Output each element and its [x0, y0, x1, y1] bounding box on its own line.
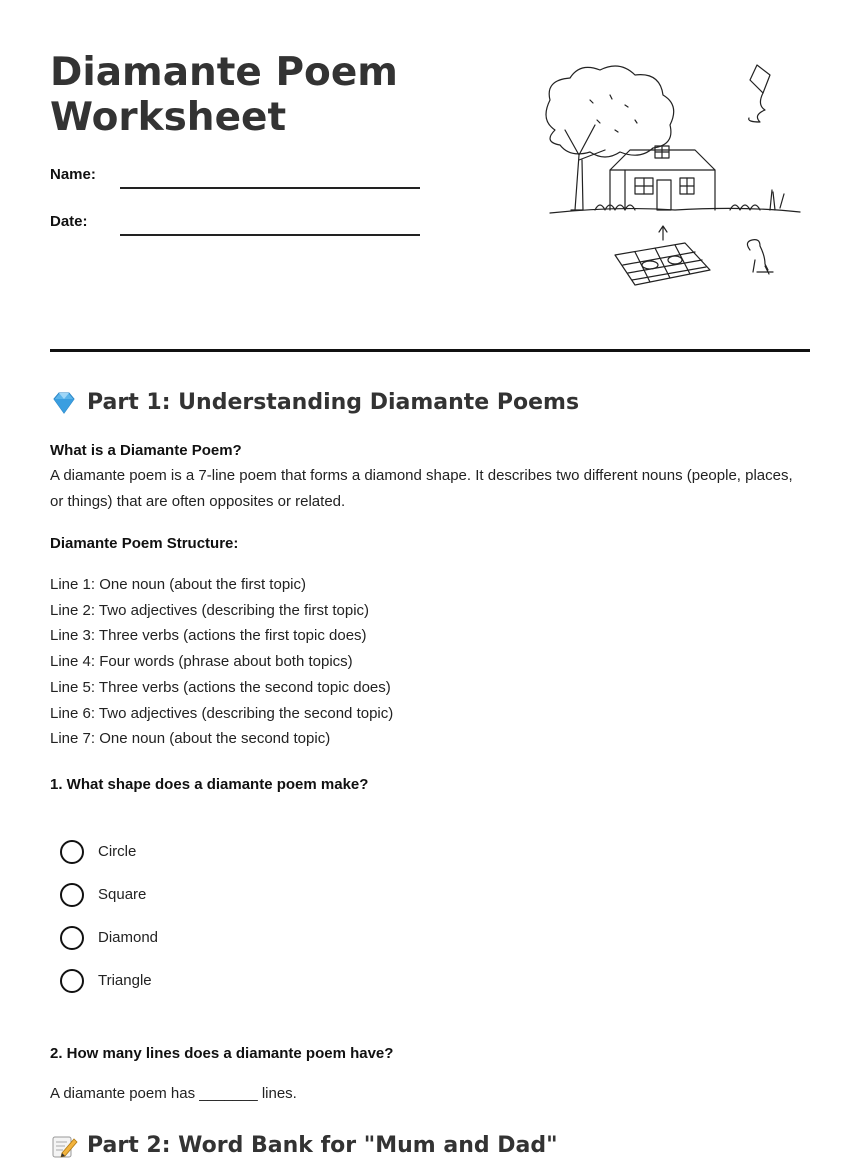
what-is-heading: What is a Diamante Poem?: [50, 442, 242, 459]
question-2: 2. How many lines does a diamante poem have?: [50, 1045, 394, 1062]
question-2-answer: A diamante poem has _______ lines.: [50, 1085, 297, 1102]
structure-heading: Diamante Poem Structure:: [50, 535, 239, 552]
memo-pencil-icon: [50, 1134, 78, 1158]
date-field[interactable]: [120, 234, 420, 236]
option-diamond[interactable]: [60, 916, 158, 959]
option-triangle[interactable]: [60, 959, 158, 1002]
section-divider: [50, 349, 810, 352]
house-picnic-illustration: [535, 60, 810, 305]
structure-line: Line 7: One noun (about the second topic): [50, 730, 331, 748]
option-circle[interactable]: [60, 830, 158, 873]
radio-button[interactable]: [60, 883, 84, 907]
kite-icon: [749, 65, 770, 122]
what-is-text: A diamante poem is a 7-line poem that forms a diamond shape. It describes two different nouns (people, places, or things) that are often opposites or related.: [50, 467, 793, 510]
option-label: Circle: [98, 843, 137, 860]
structure-line: Line 6: Two adjectives (describing the second topic): [50, 704, 394, 722]
part1-heading-text: Part 1: Understanding Diamante Poems: [87, 390, 580, 415]
option-label: Square: [98, 886, 147, 903]
structure-line: Line 1: One noun (about the first topic): [50, 576, 306, 593]
option-label: Diamond: [98, 929, 159, 946]
gem-icon: [50, 391, 78, 415]
part2-heading-text: Part 2: Word Bank for "Mum and Dad": [87, 1133, 558, 1158]
dog-icon: [747, 240, 773, 274]
picnic-blanket-icon: [615, 226, 710, 285]
option-square[interactable]: [60, 873, 158, 916]
question-1-options: [60, 830, 158, 1002]
name-field[interactable]: [120, 187, 420, 189]
part1-heading: [50, 390, 579, 415]
date-label: Date:: [50, 213, 88, 230]
option-label: Triangle: [98, 972, 152, 989]
bushes-icon: [595, 190, 784, 210]
structure-line: Line 4: Four words (phrase about both topics): [50, 653, 353, 671]
page-title: Diamante Poem Worksheet: [50, 50, 398, 140]
name-label: Name:: [50, 166, 96, 183]
radio-button[interactable]: [60, 969, 84, 993]
structure-line: Line 3: Three verbs (actions the first topic does): [50, 627, 367, 645]
structure-list: [50, 572, 393, 752]
house-icon: [610, 146, 715, 210]
radio-button[interactable]: [60, 840, 84, 864]
ground-line: [550, 208, 800, 213]
radio-button[interactable]: [60, 926, 84, 950]
part2-heading: [50, 1133, 558, 1158]
structure-line: Line 5: Three verbs (actions the second topic does): [50, 678, 391, 696]
question-1: 1. What shape does a diamante poem make?: [50, 776, 369, 793]
structure-line: Line 2: Two adjectives (describing the first topic): [50, 601, 370, 619]
